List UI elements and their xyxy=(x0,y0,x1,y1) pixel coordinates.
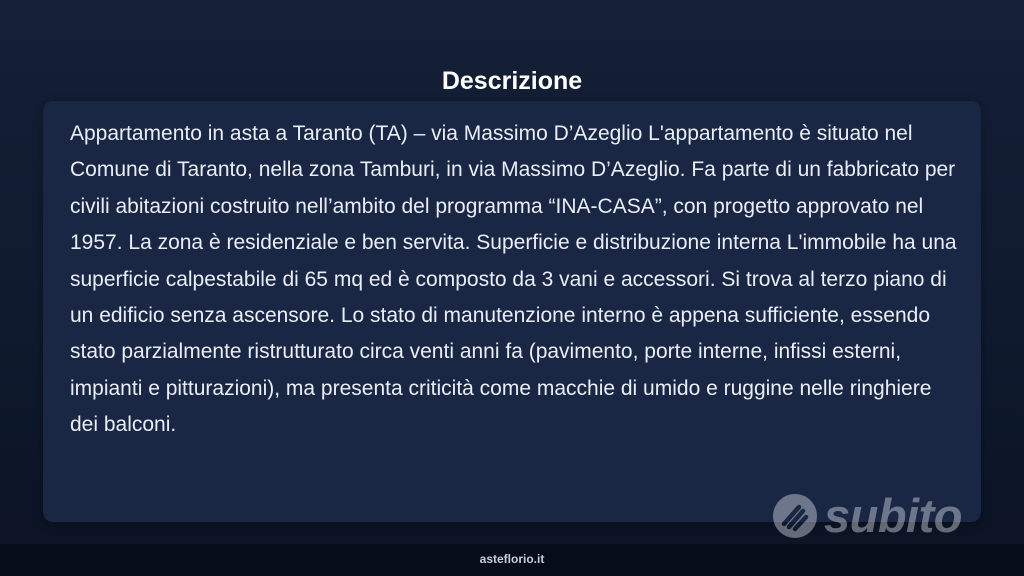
subito-logo-icon xyxy=(772,493,818,539)
page-title: Descrizione xyxy=(441,66,583,95)
footer-site-label: asteflorio.it xyxy=(479,552,545,566)
subito-wordmark: subito xyxy=(824,489,962,542)
description-text: Appartamento in asta a Taranto (TA) – via Massimo D’Azeglio L'appartamento è situato nel Comune di Taranto, nella zona Tamburi, in via Massimo D’Azeglio. Fa parte di un fabbricato per civili abitazioni costruito nell’ambito del programma “INA-CASA”, con progetto approvato nel 1957. La zona è residenziale e ben servita. Superficie e distribuzione interna L'immobile ha una superficie calpestabile di 65 mq ed è composto da 3 vani e accessori. Si trova al terzo piano di un edificio senza ascensore. Lo stato di manutenzione interno è appena sufficiente, essendo stato parzialmente ristrutturato circa venti anni fa (pavimento, porte interne, infissi esterni, impianti e pitturazioni), ma presenta criticità come macchie di umido e ruggine nelle ringhiere dei balconi. xyxy=(70,122,957,437)
description-card xyxy=(43,101,981,522)
